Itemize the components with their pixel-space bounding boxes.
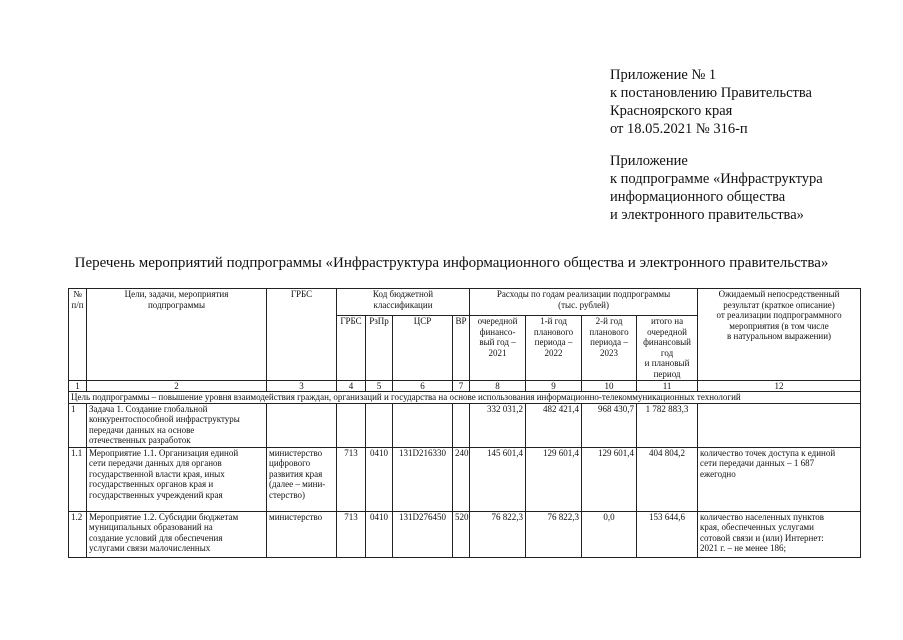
header-text: мероприятия (в том числе [729, 320, 829, 331]
row-grbs [267, 511, 337, 557]
header-text: № [73, 289, 82, 299]
header-text: вый год – [479, 337, 516, 348]
header-line: к подпрограмме «Инфраструктура [610, 171, 823, 187]
column-index: 11 [637, 380, 698, 391]
col-header-budget-code [337, 289, 470, 316]
row-total: 1 782 883,3 [637, 403, 698, 447]
row-vr: 240 [453, 447, 470, 511]
header-text: год [660, 347, 674, 358]
row-grbs-code: 713 [337, 511, 366, 557]
header-text: итого на [650, 316, 684, 326]
row-2021: 332 031,2 [470, 403, 526, 447]
row-name-line: отечественных разработок [89, 435, 191, 446]
row-total: 404 804,2 [637, 447, 698, 511]
col-header-goals [87, 289, 267, 381]
row-vr: 520 [453, 511, 470, 557]
header-text: (тыс. рублей) [558, 299, 609, 310]
table-row [69, 403, 861, 447]
header-text: финансовый [643, 337, 691, 348]
row-2021: 76 822,3 [470, 511, 526, 557]
row-name-line: передачи данных на основе [89, 424, 195, 435]
header-line: от 18.05.2021 № 316-п [610, 121, 748, 137]
col-header-2021 [470, 316, 526, 381]
row-grbs-line: (далее – мини- [269, 479, 326, 490]
header-text: 2-й год [595, 316, 623, 326]
column-index: 1 [69, 380, 87, 391]
table-row [69, 511, 861, 557]
row-grbs [267, 403, 337, 447]
row-2023: 968 430,7 [582, 403, 637, 447]
header-text: периода – [534, 337, 573, 348]
row-result-line: края, обеспеченных услугами [700, 522, 814, 533]
row-name-line: создание условий для обеспечения [89, 532, 223, 543]
header-line: информационного общества [610, 189, 786, 205]
row-2022: 482 421,4 [526, 403, 582, 447]
header-text: планового [589, 326, 629, 337]
header-text: Код бюджетной [372, 289, 434, 299]
col-header-expenses [470, 289, 698, 316]
row-name-line: Мероприятие 1.1. Организация единой [89, 447, 239, 458]
header-text: в натуральном выражении) [727, 331, 832, 342]
approval-header [610, 66, 812, 138]
header-text: 2022 [544, 347, 563, 358]
col-header-grbs-code: ГРБС [337, 316, 366, 381]
col-header-csr: ЦСР [393, 316, 453, 381]
header-text: Ожидаемый непосредственный [718, 289, 840, 299]
table-row [69, 447, 861, 511]
row-rzpr [366, 403, 393, 447]
row-num: 1 [69, 403, 87, 447]
row-num: 1.1 [69, 447, 87, 511]
header-text: 1-й год [540, 316, 567, 326]
row-name-line: государственных учреждений края [89, 489, 223, 500]
row-total: 153 644,6 [637, 511, 698, 557]
document-title: Перечень мероприятий подпрограммы «Инфраструктура информационного общества и электронного правительства» [74, 255, 829, 271]
row-rzpr: 0410 [366, 447, 393, 511]
row-grbs-line: стерство) [269, 489, 306, 500]
row-name-line: муниципальных образований на [89, 522, 213, 533]
row-2022: 76 822,3 [526, 511, 582, 557]
column-index: 9 [526, 380, 582, 391]
header-text: период [653, 368, 681, 379]
col-header-result [698, 289, 861, 381]
row-2022: 129 601,4 [526, 447, 582, 511]
row-num: 1.2 [69, 511, 87, 557]
row-name-line: государственных органов края и [89, 479, 214, 490]
activities-table [68, 288, 861, 558]
row-result [698, 403, 861, 447]
header-text: Расходы по годам реализации подпрограммы [496, 289, 671, 299]
header-text: ГРБС [290, 289, 313, 299]
row-result-line: 2021 г. – не менее 186; [700, 543, 787, 554]
row-result-line: количество точек доступа к единой [700, 447, 836, 458]
header-row [69, 289, 861, 316]
row-result-line: ежегодно [700, 468, 736, 479]
row-grbs-code: 713 [337, 447, 366, 511]
row-2021: 145 601,4 [470, 447, 526, 511]
column-index: 7 [453, 380, 470, 391]
header-text: периода – [590, 337, 628, 348]
row-name-line: Мероприятие 1.2. Субсидии бюджетам [89, 511, 239, 522]
col-header-total [637, 316, 698, 381]
row-name [87, 511, 267, 557]
row-name-line: услугами связи малочисленных [89, 543, 211, 554]
header-line: Приложение [610, 153, 688, 169]
column-index: 3 [267, 380, 337, 391]
header-text: очередной [477, 316, 518, 326]
col-header-num [69, 289, 87, 381]
header-text: п/п [71, 299, 84, 310]
header-text: классификации [373, 299, 433, 310]
header-text: результат (краткое описание) [723, 299, 835, 310]
row-result [698, 511, 861, 557]
row-result [698, 447, 861, 511]
col-header-vr: ВР [453, 316, 470, 381]
row-name-line: Задача 1. Создание глобальной [89, 403, 208, 414]
col-header-2023 [582, 316, 637, 381]
header-text: 2021 [488, 347, 507, 358]
appendix-header [610, 152, 823, 224]
row-vr [453, 403, 470, 447]
row-csr: 131D276450 [393, 511, 453, 557]
row-result-line: сотовой связи и (или) Интернет: [700, 532, 824, 543]
header-line: и электронного правительства» [610, 207, 804, 223]
header-text: от реализации подпрограммного [716, 310, 842, 321]
header-text: финансо- [479, 326, 516, 337]
col-header-2022 [526, 316, 582, 381]
row-grbs-line: министерство [269, 511, 323, 522]
row-result-line: количество населенных пунктов [700, 511, 825, 522]
header-line: к постановлению Правительства [610, 85, 812, 101]
row-grbs-code [337, 403, 366, 447]
goal-text: Цель подпрограммы – повышение уровня взаимодействия граждан, организаций и государства на основе использования информационно-телекоммуникационных технологий [69, 391, 861, 403]
column-index: 12 [698, 380, 861, 391]
row-csr [393, 403, 453, 447]
column-index-row [69, 380, 861, 391]
column-index: 2 [87, 380, 267, 391]
header-text: 2023 [600, 347, 619, 358]
row-rzpr: 0410 [366, 511, 393, 557]
header-text: Цели, задачи, мероприятия [124, 289, 229, 299]
column-index: 10 [582, 380, 637, 391]
row-2023: 0,0 [582, 511, 637, 557]
row-2023: 129 601,4 [582, 447, 637, 511]
header-line: Красноярского края [610, 103, 733, 119]
row-result-line: сети передачи данных – 1 687 [700, 458, 815, 469]
row-csr: 131D216330 [393, 447, 453, 511]
goal-row [69, 391, 861, 403]
column-index: 6 [393, 380, 453, 391]
col-header-grbs [267, 289, 337, 381]
header-line: Приложение № 1 [610, 67, 717, 83]
row-name-line: конкурентоспособной инфраструктуры [89, 414, 240, 425]
header-text: очередной [647, 326, 687, 337]
row-name [87, 447, 267, 511]
column-index: 4 [337, 380, 366, 391]
row-grbs [267, 447, 337, 511]
row-name-line: государственной власти края, иных [89, 468, 225, 479]
header-text: подпрограммы [147, 299, 206, 310]
row-name-line: сети передачи данных для органов [89, 458, 222, 469]
row-name [87, 403, 267, 447]
column-index: 8 [470, 380, 526, 391]
column-index: 5 [366, 380, 393, 391]
header-text: и плановый [644, 358, 690, 369]
row-grbs-line: министерство [269, 447, 323, 458]
col-header-rzpr: РзПр [366, 316, 393, 381]
row-grbs-line: развития края [269, 468, 323, 479]
header-text: планового [533, 326, 574, 337]
row-grbs-line: цифрового [269, 458, 311, 469]
